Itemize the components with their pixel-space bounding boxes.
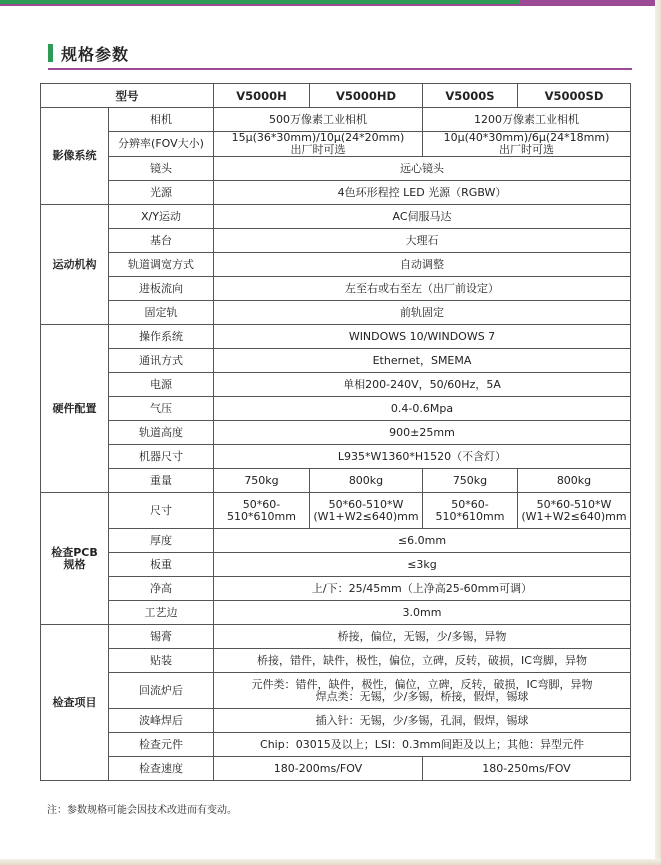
cell-line: 50*60- — [242, 497, 281, 511]
table-row — [41, 397, 631, 421]
table-row — [41, 253, 631, 277]
cell-value — [423, 493, 518, 529]
table-row — [41, 132, 631, 157]
row-label: 通讯方式 — [109, 349, 214, 373]
row-label: 贴装 — [109, 649, 214, 673]
table-row — [41, 733, 631, 757]
row-label: 波峰焊后 — [109, 709, 214, 733]
heading-rule — [48, 68, 632, 70]
cell-line: 10μ(40*30mm)/6μ(24*18mm) — [443, 131, 610, 144]
cell-line: 50*60- — [451, 497, 489, 511]
table-row — [41, 493, 631, 529]
cell-value: 900±25mm — [214, 421, 631, 445]
table-row — [41, 709, 631, 733]
table-row — [41, 601, 631, 625]
header-v5000h: V5000H — [214, 84, 310, 108]
cell-value: 800kg — [518, 469, 631, 493]
table-row — [41, 757, 631, 781]
table-row — [41, 421, 631, 445]
cell-value: 桥接，错件，缺件，极性，偏位，立碑，反转，破损，IC弯脚，异物 — [214, 649, 631, 673]
cell-value: Ethernet，SMEMA — [214, 349, 631, 373]
cell-value: AC伺服马达 — [214, 205, 631, 229]
table-row — [41, 649, 631, 673]
table-row — [41, 445, 631, 469]
cell-value: 500万像素工业相机 — [214, 108, 423, 132]
row-label: 机器尺寸 — [109, 445, 214, 469]
row-label: 检查速度 — [109, 757, 214, 781]
header-model: 型号 — [41, 84, 214, 108]
table-row — [41, 277, 631, 301]
row-label: 板重 — [109, 553, 214, 577]
cell-value: 750kg — [423, 469, 518, 493]
row-label: 固定轨 — [109, 301, 214, 325]
table-row — [41, 373, 631, 397]
row-label: 操作系统 — [109, 325, 214, 349]
cell-value: 远心镜头 — [214, 157, 631, 181]
table-row — [41, 229, 631, 253]
group-pcb-line1: 检查PCB — [51, 545, 98, 559]
cell-value: WINDOWS 10/WINDOWS 7 — [214, 325, 631, 349]
cell-value: 前轨固定 — [214, 301, 631, 325]
cell-line: 焊点类：无锡，少/多锡，桥接，假焊，锡球 — [315, 689, 529, 703]
row-label: 厚度 — [109, 529, 214, 553]
cell-value: Chip：03015及以上；LSI：0.3mm间距及以上；其他：异型元件 — [214, 733, 631, 757]
cell-line: (W1+W2≤640)mm — [313, 509, 419, 523]
row-label: 回流炉后 — [109, 673, 214, 709]
table-row — [41, 469, 631, 493]
row-label: 锡膏 — [109, 625, 214, 649]
row-label: 镜头 — [109, 157, 214, 181]
cell-value: 单相200-240V，50/60Hz，5A — [214, 373, 631, 397]
cell-line: 510*610mm — [435, 509, 505, 523]
row-label: 气压 — [109, 397, 214, 421]
row-label: 净高 — [109, 577, 214, 601]
table-row — [41, 108, 631, 132]
table-row — [41, 181, 631, 205]
cell-value — [310, 493, 423, 529]
cell-line: 出厂时可选 — [499, 143, 554, 156]
cell-line: 元件类：错件，缺件，极性，偏位，立碑，反转，破损，IC弯脚，异物 — [251, 677, 593, 691]
cell-value — [214, 132, 423, 157]
group-motion: 运动机构 — [41, 205, 109, 325]
section-title: 规格参数 — [61, 44, 130, 64]
row-label: 基台 — [109, 229, 214, 253]
page-frame-bottom — [0, 859, 661, 865]
table-row — [41, 577, 631, 601]
page-frame-right — [655, 0, 661, 865]
cell-line: 510*610mm — [227, 509, 296, 523]
row-label: 工艺边 — [109, 601, 214, 625]
cell-value: 1200万像素工业相机 — [423, 108, 631, 132]
cell-line: (W1+W2≤640)mm — [521, 509, 627, 523]
cell-value: 插入针：无锡，少/多锡，孔洞，假焊，锡球 — [214, 709, 631, 733]
table-row — [41, 553, 631, 577]
table-row — [41, 301, 631, 325]
group-hardware: 硬件配置 — [41, 325, 109, 493]
cell-value: ≤3kg — [214, 553, 631, 577]
cell-value: 3.0mm — [214, 601, 631, 625]
row-label: 重量 — [109, 469, 214, 493]
header-v5000s: V5000S — [423, 84, 518, 108]
row-label: X/Y运动 — [109, 205, 214, 229]
cell-value: 左至右或右至左（出厂前设定） — [214, 277, 631, 301]
cell-value: ≤6.0mm — [214, 529, 631, 553]
section-heading — [48, 42, 129, 64]
cell-value: 0.4-0.6Mpa — [214, 397, 631, 421]
header-v5000sd: V5000SD — [518, 84, 631, 108]
table-header-row — [41, 84, 631, 108]
cell-value: 180-250ms/FOV — [423, 757, 631, 781]
row-label: 尺寸 — [109, 493, 214, 529]
heading-marker — [48, 44, 53, 62]
cell-value: 4色环形程控 LED 光源（RGBW） — [214, 181, 631, 205]
row-label: 电源 — [109, 373, 214, 397]
table-row — [41, 625, 631, 649]
cell-value — [214, 673, 631, 709]
table-row — [41, 205, 631, 229]
cell-line: 出厂时可选 — [290, 143, 346, 156]
table-row — [41, 673, 631, 709]
row-label: 轨道高度 — [109, 421, 214, 445]
row-label: 轨道调宽方式 — [109, 253, 214, 277]
table-row — [41, 325, 631, 349]
row-label: 进板流向 — [109, 277, 214, 301]
cell-value: 180-200ms/FOV — [214, 757, 423, 781]
cell-value — [423, 132, 631, 157]
group-imaging: 影像系统 — [41, 108, 109, 205]
group-pcb — [41, 493, 109, 625]
top-accent-bar-green — [0, 0, 520, 4]
cell-value: 上/下：25/45mm（上净高25-60mm可调） — [214, 577, 631, 601]
group-pcb-line2: 规格 — [63, 557, 86, 571]
cell-value: 大理石 — [214, 229, 631, 253]
cell-value: 自动调整 — [214, 253, 631, 277]
cell-value: L935*W1360*H1520（不含灯） — [214, 445, 631, 469]
cell-line: 50*60-510*W — [328, 497, 404, 511]
cell-value — [518, 493, 631, 529]
group-inspect: 检查项目 — [41, 625, 109, 781]
row-label: 分辨率(FOV大小) — [109, 132, 214, 157]
row-label: 相机 — [109, 108, 214, 132]
cell-value: 750kg — [214, 469, 310, 493]
cell-value: 桥接，偏位，无锡，少/多锡，异物 — [214, 625, 631, 649]
footnote: 注：参数规格可能会因技术改进而有变动。 — [47, 805, 237, 816]
table-row — [41, 529, 631, 553]
table-row — [41, 157, 631, 181]
row-label: 光源 — [109, 181, 214, 205]
spec-table — [40, 83, 631, 781]
cell-line: 15μ(36*30mm)/10μ(24*20mm) — [231, 131, 405, 144]
row-label: 检查元件 — [109, 733, 214, 757]
table-row — [41, 349, 631, 373]
cell-line: 50*60-510*W — [536, 497, 612, 511]
cell-value: 800kg — [310, 469, 423, 493]
header-v5000hd: V5000HD — [310, 84, 423, 108]
cell-value — [214, 493, 310, 529]
